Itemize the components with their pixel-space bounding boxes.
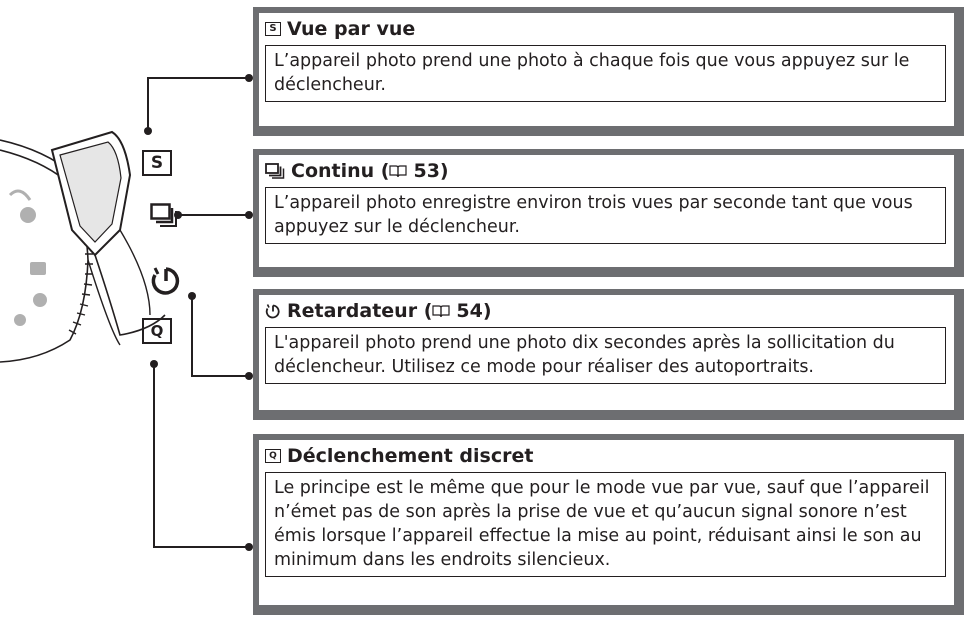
section-title (265, 159, 948, 183)
dial-quiet-label: Q (150, 321, 164, 340)
section-title-text: Retardateur ( (287, 300, 433, 322)
section-title (265, 444, 948, 468)
single-frame-icon: S (265, 22, 281, 36)
section-continuous (253, 149, 964, 277)
section-description: L'appareil photo prend une photo dix secondes après la sollicitation du déclencheur. Utilisez ce mode pour réaliser des autoportraits. (265, 327, 946, 384)
section-single-frame (253, 7, 964, 136)
section-title (265, 299, 948, 323)
section-title-text: Continu ( (291, 160, 390, 182)
dial-self-timer-icon (149, 264, 183, 298)
continuous-icon (265, 163, 285, 179)
quiet-shutter-icon: Q (265, 449, 281, 463)
self-timer-icon (265, 303, 281, 319)
section-title (265, 17, 948, 41)
section-description: Le principe est le même que pour le mode vue par vue, sauf que l’appareil n’émet pas de son après la prise de vue et qu’aucun signal sonore n’est émis lorsque l’appareil effectue la mise au point, réduisant ainsi le son au minimum dans les endroits silencieux. (265, 472, 946, 577)
book-icon (389, 164, 407, 178)
section-page-ref: 53) (413, 160, 449, 182)
book-icon (432, 304, 450, 318)
section-title-text: Vue par vue (287, 18, 416, 40)
section-description: L’appareil photo enregistre environ trois vues par seconde tant que vous appuyez sur le déclencheur. (265, 187, 946, 244)
section-title-text: Déclenchement discret (287, 445, 534, 467)
section-description: L’appareil photo prend une photo à chaque fois que vous appuyez sur le déclencheur. (265, 45, 946, 102)
dial-continuous-icon (150, 203, 178, 227)
section-self-timer (253, 289, 964, 420)
section-page-ref: 54) (456, 300, 492, 322)
section-quiet-shutter (253, 434, 964, 615)
dial-single-frame-icon (142, 150, 172, 176)
dial-quiet-shutter-icon (142, 318, 172, 344)
dial-single-frame-label: S (150, 152, 164, 173)
